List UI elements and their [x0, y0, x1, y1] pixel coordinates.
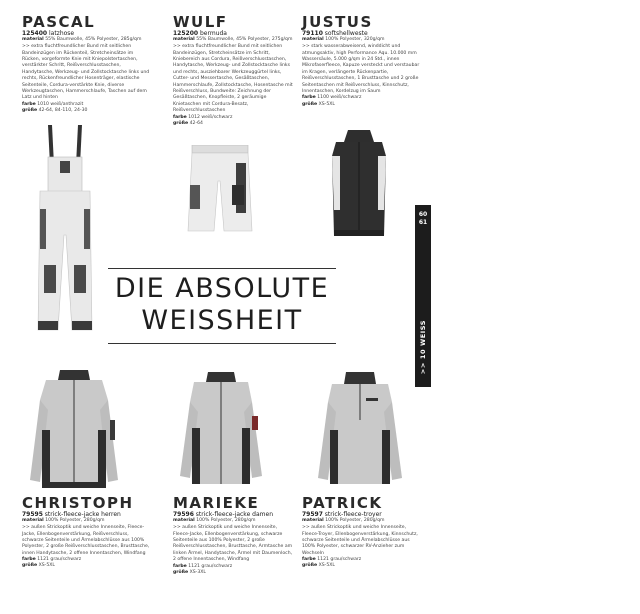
product-description: >> außen Strickoptik und weiche Innenseite, Fleece-Jacke, Ellenbogenverstärkung, schwarze Seitenteile aus 100% Polyester, 2 große Reißverschlusstaschen, Brusttasche, Armtasche am linken Ärmel, Handytasche, Ärmel mit Daumenloch, 2 offene Innentaschen, Windfang	[173, 525, 293, 563]
product-description: >> außen Strickoptik und weiche Innenseite, Fleece-Jacke, Ellenbogenverstärkung, Reißverschluss, schwarze Seitenteile und Ärmelabschlüsse aus 100% Polyester, 2 große Reißverschlusstaschen, Brusttasche, innen Handytasche, 2 offene Innentaschen, Windfang	[22, 525, 150, 556]
product-code: 79596	[173, 511, 194, 518]
product-description: >> außen Strickoptik und weiche Innenseite, Fleece-Troyer, Ellenbogenverstärkung, Kinnschutz, schwarze Seitenteile und Ärmelabschlüsse aus 100% Polyester, schwarzer RV-Anzieher zum Wechseln	[302, 525, 418, 556]
product-code: 125200	[173, 30, 199, 37]
product-description: >> extra fluchtfreundlicher Bund mit seitlichen Bandeinzügen im Rückenteil, Stretcheinsätze im Rücken, vorgeformte Knie mit Kniepolstertaschen, verstärkter Schritt, Reißverschlusstaschen, Handytasche, Werkzeug- und Zollstocktasche links und rechts, Rückenfreundlicher Hosenträger, elastische Seitenteile, Cordura-verstärkte Knie, diverse Werkzeugtaschen, Hammerschlaufe, Taschen auf dem Latz und hinten	[22, 44, 150, 101]
product-christoph: CHRISTOPH 79595 strick-fleece-jacke herren material 100% Polyester, 280g/qm >> außen Strickoptik und weiche Innenseite, Fleece-Jacke, Ellenbogenverstärkung, Reißverschluss, schwarze Seitenteile und Ärmelabschlüsse aus 100% Polyester, 2 große Reißverschlusstaschen, Brusttasche, innen Handytasche, 2 offene Innentaschen, Windfang farbe 1121 grau/schwarz größe XS-5XL	[22, 494, 150, 569]
product-color: 1100 weiß/schwarz	[317, 95, 362, 101]
product-color: 1121 grau/schwarz	[37, 557, 82, 563]
product-color: 1121 grau/schwarz	[188, 563, 233, 569]
product-type: strick-fleece-jacke damen	[195, 511, 273, 518]
product-pascal: PASCAL 125400 latzhose material 55% Baumwolle, 45% Polyester, 285g/qm >> extra fluchtfreundlicher Bund mit seitlichen Bandeinzügen im Rückenteil, Stretcheinsätze im Rücken, vorgeformte Knie mit Kniepolstertaschen, verstärkter Schritt, Reißverschlusstaschen, Handytasche, Werkzeug- und Zollstocktasche links und rechts, Rückenfreundlicher Hosenträger, elastische Seitenteile, Cordura-verstärkte Knie, diverse Werkzeugtaschen, Hammerschlaufe, Taschen auf dem Latz und hinten farbe 1010 weiß/anthrazit größe 42-64, 84-110, 24-30	[22, 13, 150, 114]
product-color: 1012 weiß/schwarz	[188, 114, 233, 120]
product-name: CHRISTOPH	[22, 494, 134, 512]
product-justus: JUSTUS 79110 softshellweste material 100% Polyester, 320g/qm >> stark wasserabweisend, winddicht und atmungsaktiv, high Performance Aqu. 10.000 mm Wassersäule, 5.000 g/qm in 24 Std., innen Mikrofaserfleece, Kapuze versteckt und verstaubar im Kragen, verlängerte Rückenpartie, Reißverschlusstaschen, 1 Brusttasche und 2 große Seitentaschen mit Reißverschluss, Kinnschutz, Innentaschen, Kordelzug im Saum farbe 1100 weiß/schwarz größe XS-5XL	[302, 13, 420, 107]
bib-overall-image	[34, 125, 96, 337]
product-color: 1121 grau/schwarz	[317, 557, 362, 563]
product-patrick: PATRICK 79597 strick-fleece-troyer material 100% Polyester, 280g/qm >> außen Strickoptik und weiche Innenseite, Fleece-Troyer, Ellenbogenverstärkung, Kinnschutz, schwarze Seitenteile und Ärmelabschlüsse aus 100% Polyester, schwarzer RV-Anzieher zum Wechseln farbe 1121 grau/schwarz größe XS-5XL	[302, 495, 420, 570]
product-material: 100% Polyester, 280g/qm	[325, 518, 385, 523]
product-sizes: 42-64, 84-110, 24-30	[38, 108, 88, 114]
page-number-bottom: 61	[418, 219, 428, 226]
headline-line2: WEISSHEIT	[141, 305, 303, 336]
product-type: softshellweste	[324, 30, 368, 37]
product-material: 55% Baumwolle, 45% Polyester, 285g/qm	[45, 37, 142, 42]
product-sizes: XS-5XL	[38, 563, 55, 569]
product-material: 100% Polyester, 280g/qm	[196, 518, 256, 523]
softshell-vest-image	[326, 130, 392, 240]
product-sizes: XS-5XL	[318, 563, 335, 569]
product-name: MARIEKE	[173, 494, 260, 512]
side-tab	[415, 205, 431, 387]
product-name: PASCAL	[22, 13, 96, 31]
product-color: 1010 weiß/anthrazit	[37, 101, 84, 107]
knit-fleece-jacket-women-image	[178, 372, 264, 490]
product-name: PATRICK	[302, 494, 383, 512]
knit-fleece-troyer-image	[316, 372, 404, 490]
product-code: 125400	[22, 30, 48, 37]
headline-top-rule	[108, 268, 336, 269]
product-description: >> stark wasserabweisend, winddicht und atmungsaktiv, high Performance Aqu. 10.000 mm Wassersäule, 5.000 g/qm in 24 Std., innen Mikrofaserfleece, Kapuze versteckt und verstaubar im Kragen, verlängerte Rückenpartie, Reißverschlusstaschen, 1 Brusttasche und 2 große Seitentaschen mit Reißverschluss, Kinnschutz, Innentaschen, Kordelzug im Saum	[302, 44, 420, 95]
product-code: 79597	[302, 511, 323, 518]
product-sizes: 42-64	[189, 120, 203, 126]
product-material: 55% Baumwolle, 45% Polyester, 275g/qm	[196, 37, 293, 42]
product-name: JUSTUS	[302, 13, 373, 31]
product-material: 100% Polyester, 280g/qm	[45, 518, 105, 523]
page-number-top: 60	[418, 211, 428, 218]
product-wulf: WULF 125200 bermuda material 55% Baumwolle, 45% Polyester, 275g/qm >> extra fluchtfreundlicher Bund mit seitlichen Bandeinzügen, Stretcheinsätze im Schritt, Kniebereich aus Cordura, Reißverschlusstaschen, Handytasche, Werkzeug- und Zollstocktasche links und rechts, ausziehbarer Werkzeuggürtel links, Cutter- und Messertasche, Gesäßtaschen, Hammerschlaufe, Zollstocktasche, Hosentasche mit Reißverschluss, Bundweite: Zeichnung der Gesäßtaschen, Knopfleiste, 2 geräumige Knietaschen mit Cordura-Besatz, Reißverschlusstaschen farbe 1012 weiß/schwarz größe 42-64	[173, 14, 295, 127]
headline-line1: DIE ABSOLUTE	[114, 273, 330, 304]
section-label: >> 10 WEISS	[419, 319, 427, 375]
product-type: bermuda	[199, 30, 227, 37]
product-marieke: MARIEKE 79596 strick-fleece-jacke damen material 100% Polyester, 280g/qm >> außen Strickoptik und weiche Innenseite, Fleece-Jacke, Ellenbogenverstärkung, schwarze Seitenteile aus 100% Polyester, 2 große Reißverschlusstaschen, Brusttasche, Armtasche am linken Ärmel, Handytasche, Ärmel mit Daumenloch, 2 offene Innentaschen, Windfang farbe 1121 grau/schwarz größe XS-3XL	[173, 495, 295, 576]
product-sizes: XS-3XL	[189, 569, 206, 575]
product-description: >> extra fluchtfreundlicher Bund mit seitlichen Bandeinzügen, Stretcheinsätze im Schritt, Kniebereich aus Cordura, Reißverschlusstaschen, Handytasche, Werkzeug- und Zollstocktasche links und rechts, ausziehbarer Werkzeuggürtel links, Cutter- und Messertasche, Gesäßtaschen, Hammerschlaufe, Zollstocktasche, Hosentasche mit Reißverschluss, Bundweite: Zeichnung der Gesäßtaschen, Knopfleiste, 2 geräumige Knietaschen mit Cordura-Besatz, Reißverschlusstaschen	[173, 44, 293, 114]
product-type: strick-fleece-jacke herren	[44, 511, 121, 518]
headline-block	[108, 268, 336, 344]
product-type: strick-fleece-troyer	[324, 511, 382, 518]
product-name: WULF	[173, 13, 228, 31]
product-sizes: XS-5XL	[318, 101, 335, 107]
product-material: 100% Polyester, 320g/qm	[325, 37, 385, 42]
product-code: 79595	[22, 511, 43, 518]
headline-bottom-rule	[108, 343, 336, 344]
product-type: latzhose	[48, 30, 75, 37]
bermuda-shorts-image	[186, 145, 254, 237]
knit-fleece-jacket-men-image	[28, 370, 120, 492]
product-code: 79110	[302, 30, 323, 37]
